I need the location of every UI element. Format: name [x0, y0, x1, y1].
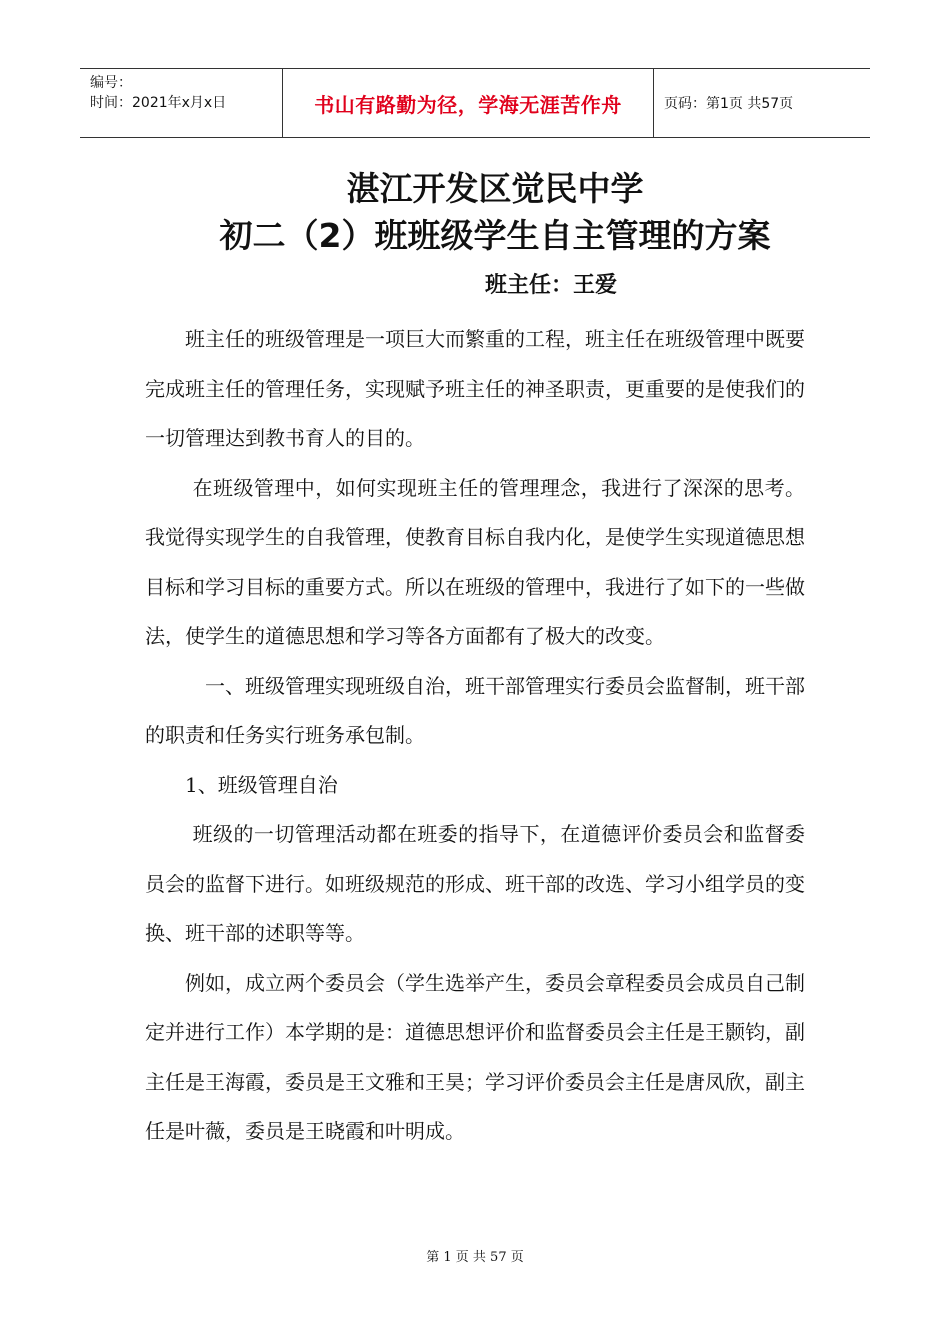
time-label: 时间：2021年x月x日: [90, 95, 227, 111]
paragraph: 例如，成立两个委员会（学生选举产生，委员会章程委员会成员自己制定并进行工作）本学期的是：道德思想评价和监督委员会主任是王颢钧，副主任是王海霞，委员是王文雅和王昊；学习评价委员会主任是唐凤欣，副主任是叶薇，委员是王晓霞和叶明成。: [145, 970, 805, 1143]
paragraph: 班主任的班级管理是一项巨大而繁重的工程，班主任在班级管理中既要完成班主任的管理任务，实现赋予班主任的神圣职责，更重要的是使我们的一切管理达到教书育人的目的。: [145, 327, 805, 450]
paragraph: 一、班级管理实现班级自治，班干部管理实行委员会监督制，班干部的职责和任务实行班务承包制。: [145, 673, 805, 747]
body-text: [145, 315, 805, 1157]
header-table: [80, 68, 870, 138]
author: 班主任：王爱: [485, 273, 618, 298]
paragraph: 班级的一切管理活动都在班委的指导下，在道德评价委员会和监督委员会的监督下进行。如班级规范的形成、班干部的改选、学习小组学员的变换、班干部的述职等等。: [145, 822, 805, 945]
school-title: 湛江开发区觉民中学: [346, 169, 644, 208]
document-title: 初二（2）班班级学生自主管理的方案: [219, 216, 771, 255]
header-meta-cell: [80, 69, 282, 137]
motto: 书山有路勤为径，学海无涯苦作舟: [282, 69, 654, 137]
page-footer: 第 1 页 共 57 页: [426, 1250, 524, 1265]
paragraph: 1、班级管理自治: [145, 772, 338, 797]
page-info: 页码：第1页 共57页: [664, 96, 794, 112]
number-label: 编号：: [90, 75, 132, 91]
paragraph: 在班级管理中，如何实现班主任的管理理念，我进行了深深的思考。我觉得实现学生的自我管理，使教育目标自我内化，是使学生实现道德思想目标和学习目标的重要方式。所以在班级的管理中，我进行了如下的一些做法，使学生的道德思想和学习等各方面都有了极大的改变。: [145, 475, 805, 648]
